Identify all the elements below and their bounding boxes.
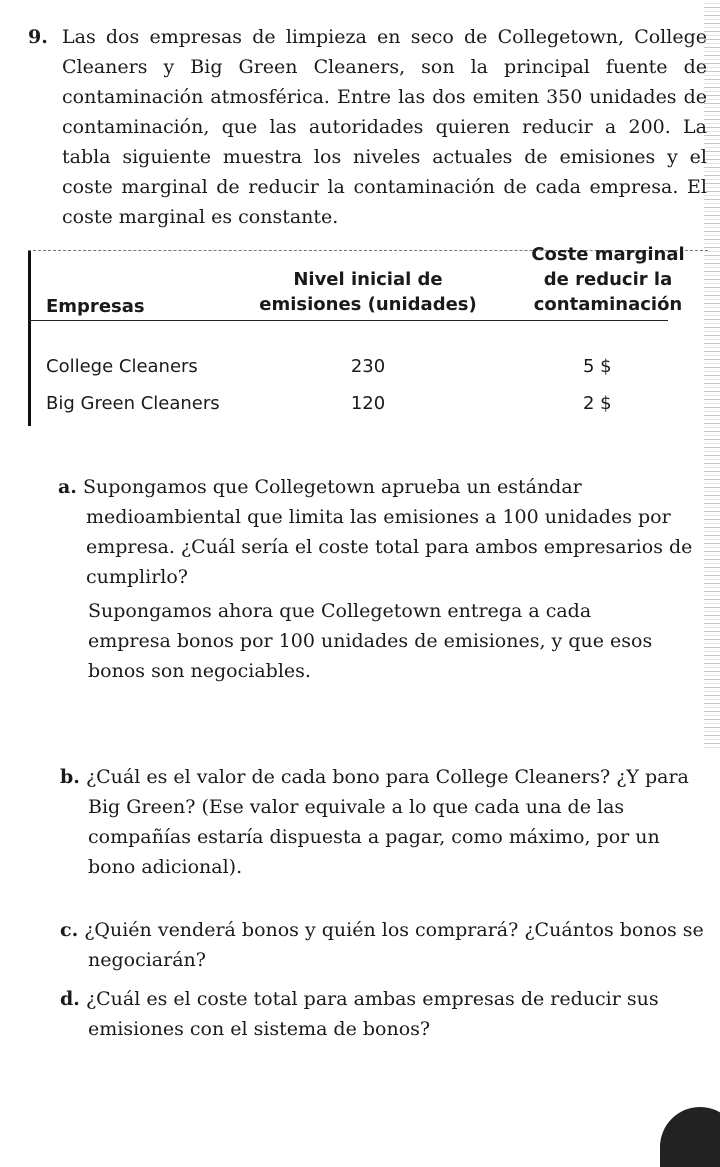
header-cost-line1: Coste marginal [531, 244, 685, 265]
question-b-text: ¿Cuál es el valor de cada bono para College Cleaners? ¿Y para Big Green? (Ese valor equivale a lo que cada una de las compañías estaría dispuesta a pagar, como máximo, por un bono adicional). [85, 766, 689, 878]
row-1-emissions: 230 [350, 356, 386, 377]
header-emissions [258, 267, 478, 317]
question-b-label: b. [60, 766, 80, 788]
row-2-emissions: 120 [350, 393, 386, 414]
question-c-text: ¿Quién venderá bonos y quién los comprará? ¿Cuántos bonos se negociarán? [84, 919, 704, 971]
question-b [60, 762, 708, 882]
row-2-firm: Big Green Cleaners [46, 393, 220, 414]
question-c [60, 915, 708, 975]
row-1-cost: 5 $ [583, 356, 612, 377]
header-marginal-cost [518, 242, 698, 317]
question-a-label: a. [58, 476, 77, 498]
header-cost-line2: de reducir la [543, 269, 673, 290]
question-c-label: c. [60, 919, 79, 941]
header-firm: Empresas [46, 296, 145, 317]
question-d [60, 984, 708, 1044]
question-d-label: d. [60, 988, 80, 1010]
problem-intro [28, 22, 707, 232]
emissions-table [28, 244, 708, 426]
row-1-firm: College Cleaners [46, 356, 198, 377]
question-a-text: Supongamos que Collegetown aprueba un estándar medioambiental que limita las emisiones a 100 unidades por empresa. ¿Cuál sería el coste total para ambos empresarios de cumplirlo? [82, 476, 693, 588]
table-header-rule [28, 320, 668, 321]
row-2-cost: 2 $ [583, 393, 612, 414]
problem-number: 9. [28, 26, 48, 48]
header-emissions-line2: emisiones (unidades) [259, 294, 477, 315]
problem-intro-text: Las dos empresas de limpieza en seco de Collegetown, College Cleaners y Big Green Cleaners, son la principal fuente de contaminación atmosférica. Entre las dos emiten 350 unidades de contaminación, que las autoridades quieren reducir a 200. La tabla siguiente muestra los niveles actuales de emisiones y el coste marginal de reducir la contaminación de cada empresa. El coste marginal es constante. [62, 26, 707, 228]
header-cost-line3: contaminación [533, 294, 683, 315]
permits-paragraph: Supongamos ahora que Collegetown entrega a cada empresa bonos por 100 unidades de emisiones, y que esos bonos son negociables. [88, 600, 653, 682]
question-d-text: ¿Cuál es el coste total para ambas empresas de reducir sus emisiones con el sistema de bonos? [85, 988, 659, 1040]
header-emissions-line1: Nivel inicial de [293, 269, 443, 290]
question-a [58, 472, 720, 592]
corner-shadow [660, 1107, 720, 1167]
table-left-rule [28, 250, 31, 426]
